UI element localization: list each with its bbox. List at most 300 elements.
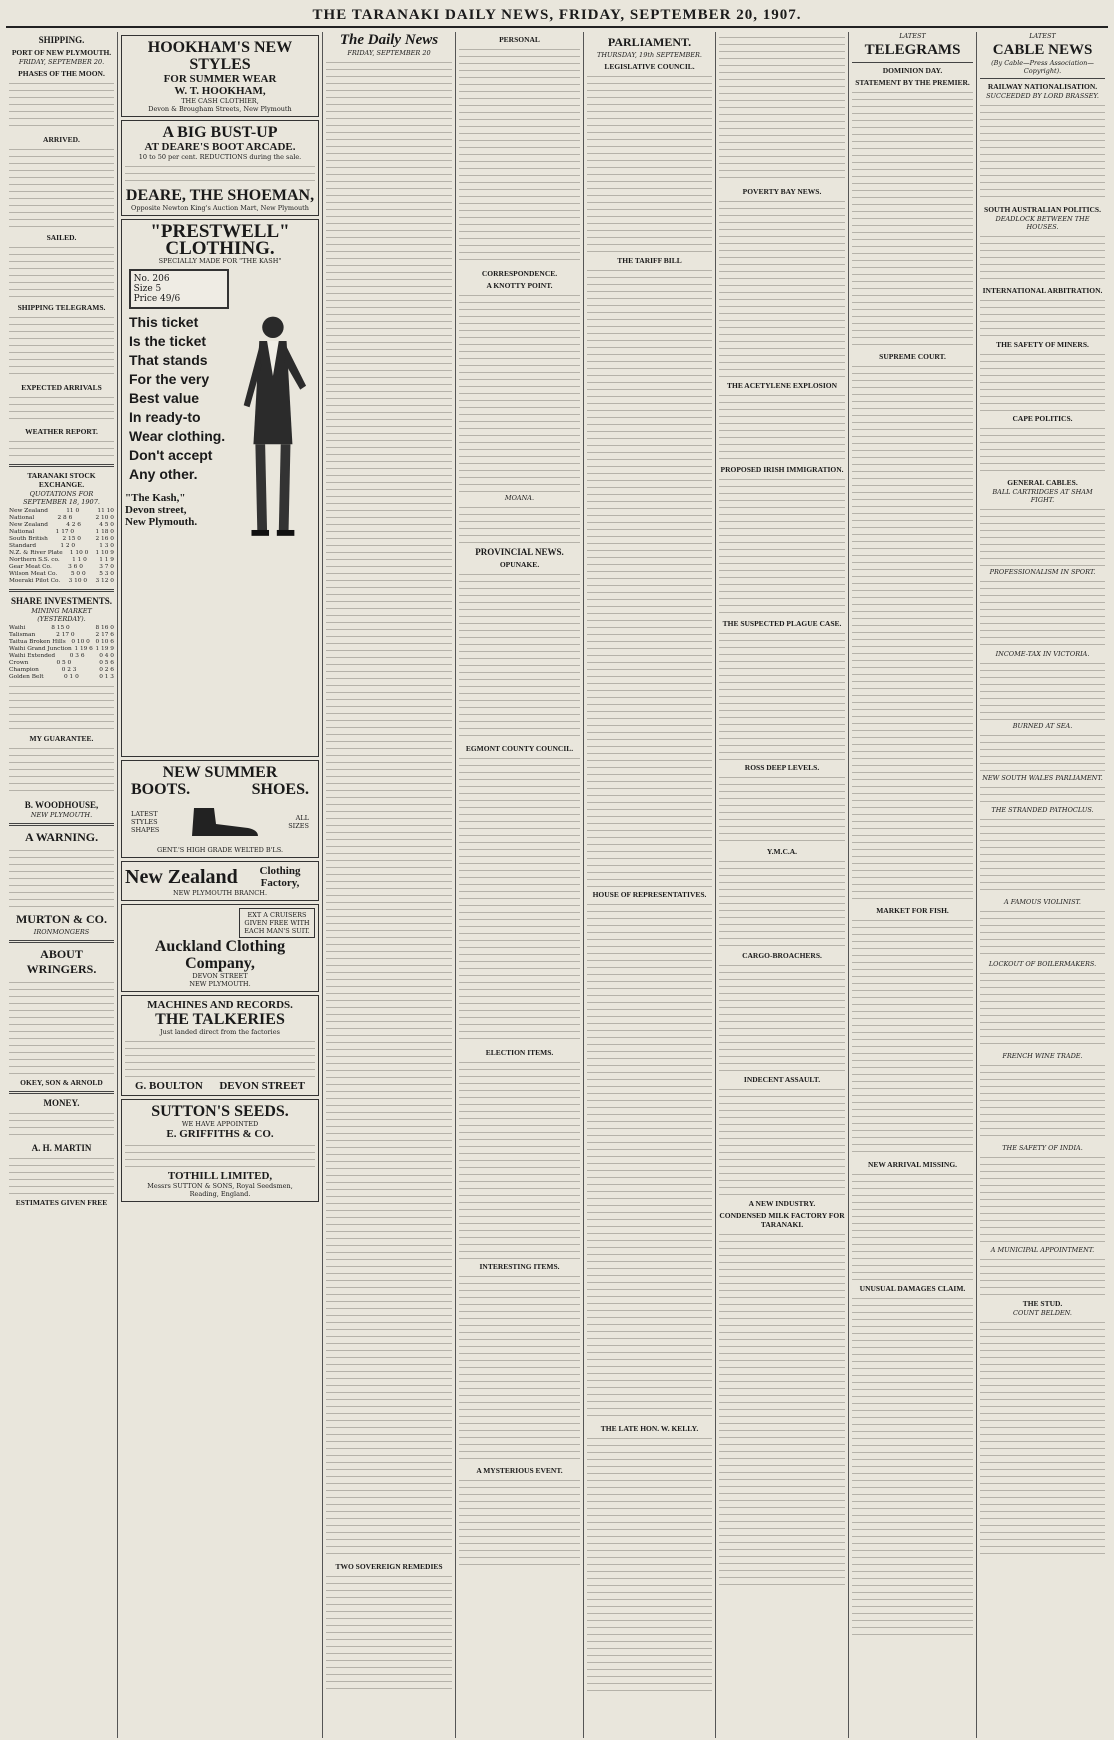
auckland-street: DEVON STREET <box>192 972 248 980</box>
text-block <box>459 755 580 1045</box>
row-value: 0 4 0 <box>99 653 114 659</box>
text-block <box>326 1573 452 1693</box>
row-value: 5 3 0 <box>99 571 114 577</box>
table-row <box>9 653 114 660</box>
dominion-heading: DOMINION DAY. <box>882 66 943 75</box>
row-value: 3 6 0 <box>68 564 83 570</box>
municipal-heading: A MUNICIPAL APPOINTMENT. <box>990 1246 1095 1254</box>
griffiths-name: E. GRIFFITHS & CO. <box>166 1128 274 1140</box>
row-value: 0 5 0 <box>56 660 72 666</box>
money-heading: MONEY. <box>43 1098 80 1108</box>
talkeries-heading: THE TALKERIES <box>155 1011 285 1028</box>
row-label: Waihi Grand Junction <box>9 646 72 652</box>
stock-table <box>9 508 114 585</box>
row-value: 1 2 0 <box>60 543 76 549</box>
row-label: Moeraki Pilot Co. <box>9 578 61 584</box>
cable-heading: CABLE NEWS <box>992 42 1093 58</box>
telegrams-heading: TELEGRAMS <box>864 42 961 58</box>
text-block <box>852 363 973 903</box>
fish-heading: MARKET FOR FISH. <box>876 906 949 915</box>
column-cable-news <box>977 32 1108 1738</box>
factory-label: Clothing Factory, <box>259 865 301 889</box>
row-label: Standard <box>9 543 37 549</box>
supreme-heading: SUPREME COURT. <box>879 352 946 361</box>
row-label: Waihi <box>9 625 26 631</box>
table-row <box>9 515 114 522</box>
moana-signature: MOANA. <box>504 494 535 502</box>
text-block <box>980 1062 1105 1142</box>
column-parliament <box>584 32 716 1738</box>
bust-line: 10 to 50 per cent. REDUCTIONS during the sale. <box>138 153 302 161</box>
row-value: 4 2 6 <box>66 522 81 528</box>
row-value: 3 12 0 <box>95 578 114 584</box>
boulton-name: G. BOULTON <box>135 1080 203 1092</box>
martin-name: A. H. MARTIN <box>31 1143 92 1153</box>
moon-heading: PHASES OF THE MOON. <box>18 69 105 78</box>
deare-name: DEARE, THE SHOEMAN, <box>125 187 315 204</box>
guarantee-heading: MY GUARANTEE. <box>29 734 94 743</box>
row-value: 11 0 <box>66 508 80 514</box>
text-block <box>459 46 580 266</box>
tothill-name: TOTHILL LIMITED, <box>167 1170 273 1182</box>
columns <box>6 32 1108 1738</box>
row-value: 8 16 0 <box>95 625 114 631</box>
expected-heading: EXPECTED ARRIVALS <box>21 383 102 392</box>
row-value: 0 10 0 <box>71 639 90 645</box>
row-value: 1 19 9 <box>95 646 114 652</box>
text-block <box>9 394 114 424</box>
immigration-heading: PROPOSED IRISH IMMIGRATION. <box>720 465 844 474</box>
row-value: 0 1 0 <box>64 674 79 680</box>
text-block <box>980 732 1105 772</box>
row-value: 2 16 0 <box>95 536 114 542</box>
railway-heading: RAILWAY NATIONALISATION. <box>987 82 1098 91</box>
ross-heading: ROSS DEEP LEVELS. <box>744 763 820 772</box>
row-value: 1 1 0 <box>72 557 87 563</box>
ticket-price: Price 49/6 <box>133 294 181 304</box>
row-label: Gear Meat Co. <box>9 564 52 570</box>
port-date: FRIDAY, SEPTEMBER 20. <box>18 58 105 66</box>
text-block <box>852 1295 973 1635</box>
murton-trade: IRONMONGERS <box>33 928 90 936</box>
text-block <box>980 297 1105 337</box>
wine-heading: FRENCH WINE TRADE. <box>1002 1052 1083 1060</box>
prestwell-subtitle: SPECIALLY MADE FOR "THE KASH" <box>158 257 282 265</box>
murton-name: MURTON & CO. <box>15 912 108 926</box>
row-value: 0 1 3 <box>99 674 114 680</box>
text-block <box>9 314 114 380</box>
personal-heading: PERSONAL <box>499 35 540 44</box>
damages-heading: UNUSUAL DAMAGES CLAIM. <box>859 1284 966 1293</box>
row-label: National <box>9 515 35 521</box>
editorial-title: The Daily News <box>339 32 439 48</box>
boots-title: NEW SUMMER <box>162 764 278 781</box>
text-block <box>719 1231 845 1591</box>
table-row <box>9 522 114 529</box>
table-row <box>9 564 114 571</box>
row-value: 8 15 0 <box>51 625 70 631</box>
bust-title: A BIG BUST-UP <box>162 124 278 141</box>
warning-heading: A WARNING. <box>24 830 99 844</box>
text-block <box>719 198 845 378</box>
row-value: 2 10 0 <box>95 515 114 521</box>
text-block <box>980 1319 1105 1559</box>
text-block <box>459 571 580 741</box>
hookham-advert <box>121 35 319 117</box>
talkeries-advert <box>121 995 319 1096</box>
text-block <box>719 962 845 1072</box>
branch-label: NEW PLYMOUTH BRANCH. <box>172 889 268 897</box>
table-row <box>9 543 114 550</box>
share-investments-heading: SHARE INVESTMENTS. <box>10 596 113 606</box>
text-block <box>459 1059 580 1259</box>
plague-heading: THE SUSPECTED PLAGUE CASE. <box>722 619 842 628</box>
row-label: Wilson Meat Co. <box>9 571 58 577</box>
ball-heading: BALL CARTRIDGES AT SHAM FIGHT. <box>992 488 1093 504</box>
row-value: 4 5 0 <box>99 522 114 528</box>
row-value: 0 10 6 <box>95 639 114 645</box>
mysterious-heading: A MYSTERIOUS EVENT. <box>476 1466 563 1475</box>
violinist-heading: A FAMOUS VIOLINIST. <box>1003 898 1081 906</box>
house-heading: HOUSE OF REPRESENTATIVES. <box>592 890 707 899</box>
indecent-heading: INDECENT ASSAULT. <box>743 1075 821 1084</box>
row-value: 5 0 0 <box>70 571 86 577</box>
text-block <box>9 1110 114 1140</box>
table-row <box>9 660 114 667</box>
talkeries-subtitle: Just landed direct from the factories <box>160 1028 280 1036</box>
kash-name: "The Kash," <box>125 492 186 504</box>
text-block <box>587 901 712 1421</box>
nz-label: New Zealand <box>125 865 238 888</box>
row-value: 1 19 6 <box>74 646 93 652</box>
parliament-heading: PARLIAMENT. <box>607 35 692 49</box>
table-row <box>9 571 114 578</box>
boots-sizes: SIZES <box>288 822 309 830</box>
text-block <box>980 970 1105 1050</box>
slogan-line: Don't accept <box>129 447 213 463</box>
row-value: 2 8 6 <box>57 515 73 521</box>
hookham-trade: THE CASH CLOTHIER, <box>181 97 259 105</box>
cargo-heading: CARGO-BROACHERS. <box>742 951 822 960</box>
row-value: 3 7 0 <box>99 564 114 570</box>
provincial-heading: PROVINCIAL NEWS. <box>475 547 564 557</box>
latest-label: LATEST <box>899 32 926 40</box>
text-block <box>980 784 1105 804</box>
kash-slogan <box>125 313 232 484</box>
text-block <box>9 745 114 797</box>
text-block <box>459 504 580 544</box>
text-block <box>9 847 114 909</box>
column-local-telegrams <box>716 32 849 1738</box>
text-block <box>719 1086 845 1196</box>
sailed-heading: SAILED. <box>46 233 77 242</box>
table-row <box>9 646 114 653</box>
hookham-name: W. T. HOOKHAM, <box>174 85 266 97</box>
text-block <box>9 979 114 1075</box>
text-block <box>980 908 1105 958</box>
text-block <box>9 244 114 300</box>
boots-advert <box>121 760 319 858</box>
text-block <box>852 89 973 349</box>
gentleman-illustration <box>232 265 315 565</box>
reading-line: Reading, England. <box>189 1190 251 1198</box>
table-row <box>9 667 114 674</box>
hookham-subtitle: FOR SUMMER WEAR <box>163 73 277 85</box>
row-value: 1 10 9 <box>95 550 114 556</box>
text-block <box>9 1155 114 1195</box>
row-value: 2 17 6 <box>95 632 114 638</box>
text-block <box>125 163 315 185</box>
editorial-date: FRIDAY, SEPTEMBER 20 <box>347 49 431 57</box>
boots-latest: LATEST <box>131 810 158 818</box>
row-label: Champion <box>9 667 39 673</box>
text-block <box>980 233 1105 283</box>
stud-heading: THE STUD. <box>1022 1299 1063 1308</box>
woodhouse-name: B. WOODHOUSE, <box>24 800 99 810</box>
prestwell-title: "PRESTWELL" CLOTHING. <box>150 221 290 259</box>
row-value: 1 10 0 <box>69 550 89 556</box>
text-block <box>459 292 580 492</box>
slogan-line: Best value <box>129 390 200 406</box>
suttons-advert <box>121 1099 319 1202</box>
text-block <box>980 1154 1105 1244</box>
nz-clothing-advert <box>121 861 319 901</box>
shipping-telegrams-heading: SHIPPING TELEGRAMS. <box>17 303 106 312</box>
bust-subtitle: AT DEARE'S BOOT ARCADE. <box>144 141 296 153</box>
row-value: 0 3 6 <box>69 653 85 659</box>
boots-all: ALL <box>295 814 309 822</box>
income-heading: INCOME-TAX IN VICTORIA. <box>995 650 1090 658</box>
row-value: 2 17 0 <box>56 632 75 638</box>
auckland-advert <box>121 904 319 992</box>
kelly-heading: THE LATE HON. W. KELLY. <box>600 1424 699 1433</box>
table-row <box>9 632 114 639</box>
column-latest-telegrams <box>849 32 977 1738</box>
text-block <box>719 858 845 948</box>
text-block <box>980 351 1105 411</box>
boots-styles: STYLES <box>131 818 158 826</box>
text-block <box>719 392 845 462</box>
text-block <box>980 578 1105 648</box>
slogan-line: For the very <box>129 371 210 387</box>
weather-heading: WEATHER REPORT. <box>25 427 98 436</box>
appointed-line: WE HAVE APPOINTED <box>181 1120 259 1128</box>
text-block <box>587 1435 712 1695</box>
ticket-number: No. 206 <box>133 274 170 284</box>
text-block <box>9 683 114 731</box>
knotty-heading: A KNOTTY POINT. <box>486 281 553 290</box>
row-value: 1 3 0 <box>99 543 114 549</box>
text-block <box>459 1477 580 1567</box>
belden-heading: COUNT BELDEN. <box>1012 1309 1072 1317</box>
council-heading: LEGISLATIVE COUNCIL. <box>604 62 695 71</box>
shoes-label: SHOES. <box>251 781 309 798</box>
text-block <box>125 1142 315 1168</box>
deadlock-heading: DEADLOCK BETWEEN THE HOUSES. <box>995 215 1090 231</box>
row-value: 3 10 0 <box>68 578 88 584</box>
shipping-heading: SHIPPING. <box>38 35 85 45</box>
poverty-bay-heading: POVERTY BAY NEWS. <box>742 187 822 196</box>
column-news <box>456 32 584 1738</box>
parliament-date: THURSDAY, 19th SEPTEMBER. <box>597 51 702 59</box>
remedies-heading: TWO SOVEREIGN REMEDIES <box>335 1562 443 1571</box>
text-block <box>980 506 1105 566</box>
row-label: Waihi Extended <box>9 653 56 659</box>
table-row <box>9 529 114 536</box>
masthead: THE TARANAKI DAILY NEWS, FRIDAY, SEPTEMBER 20, 1907. <box>6 4 1108 28</box>
cape-heading: CAPE POLITICS. <box>1012 414 1073 423</box>
slogan-line: That stands <box>129 352 208 368</box>
text-block <box>9 146 114 230</box>
text-block <box>719 34 845 184</box>
arbitration-heading: INTERNATIONAL ARBITRATION. <box>982 286 1103 295</box>
election-heading: ELECTION ITEMS. <box>485 1048 554 1057</box>
table-row <box>9 508 114 515</box>
text-block <box>980 425 1105 475</box>
table-row <box>9 578 114 585</box>
row-label: Taitua Broken Hills <box>9 639 66 645</box>
deare-address: Opposite Newton King's Auction Mart, New Plymouth <box>131 204 309 212</box>
text-block <box>980 660 1105 720</box>
table-row <box>9 536 114 543</box>
general-cables-heading: GENERAL CABLES. <box>1007 478 1078 487</box>
row-value: 0 2 6 <box>99 667 114 673</box>
row-label: N.Z. & River Plate <box>9 550 63 556</box>
nsw-heading: NEW SOUTH WALES PARLIAMENT. <box>982 774 1103 782</box>
machines-heading: MACHINES AND RECORDS. <box>147 999 293 1011</box>
text-block <box>980 816 1105 896</box>
row-label: New Zealand <box>9 508 48 514</box>
egmont-heading: EGMONT COUNTY COUNCIL. <box>465 744 574 753</box>
table-row <box>9 550 114 557</box>
row-value: 1 1 9 <box>99 557 114 563</box>
ymca-heading: Y.M.C.A. <box>766 847 798 856</box>
suttons-heading: SUTTON'S SEEDS. <box>151 1103 289 1120</box>
price-ticket <box>129 269 229 309</box>
sa-politics-heading: SOUTH AUSTRALIAN POLITICS. <box>984 205 1101 214</box>
boot-illustration <box>184 804 264 840</box>
table-row <box>9 639 114 646</box>
missing-heading: NEW ARRIVAL MISSING. <box>867 1160 958 1169</box>
okey-name: OKEY, SON & ARNOLD <box>20 1078 103 1087</box>
row-label: New Zealand <box>9 522 48 528</box>
ticket-size: Size 5 <box>133 284 162 294</box>
row-label: Talisman <box>9 632 36 638</box>
estimates-line: ESTIMATES GIVEN FREE <box>15 1198 108 1207</box>
boots-note: GENT.'S HIGH GRADE WELTED B'LS. <box>156 846 284 854</box>
row-value: 0 5 6 <box>99 660 114 666</box>
text-block <box>980 1256 1105 1296</box>
cable-assoc: (By Cable—Press Association—Copyright). <box>991 59 1094 75</box>
column-editorial <box>323 32 456 1738</box>
text-block <box>587 267 712 887</box>
premier-heading: STATEMENT BY THE PREMIER. <box>855 78 970 87</box>
boots-shapes: SHAPES <box>131 826 160 834</box>
text-block <box>719 774 845 844</box>
text-block <box>125 1038 315 1078</box>
text-block <box>326 59 452 1559</box>
quotations-heading: QUOTATIONS FOR SEPTEMBER 18, 1907. <box>23 490 100 506</box>
row-label: Northern S.S. co. <box>9 557 60 563</box>
stock-exchange-heading: TARANAKI STOCK EXCHANGE. <box>27 471 96 489</box>
boilermakers-heading: LOCKOUT OF BOILERMAKERS. <box>988 960 1097 968</box>
row-value: 0 2 3 <box>61 667 77 673</box>
column-shipping <box>6 32 118 1738</box>
wringers-heading: ABOUT WRINGERS. <box>26 947 97 976</box>
slogan-line: In ready-to <box>129 409 201 425</box>
woodhouse-town: NEW PLYMOUTH. <box>30 811 93 819</box>
burned-heading: BURNED AT SEA. <box>1012 722 1073 730</box>
text-block <box>719 476 845 616</box>
tariff-heading: THE TARIFF BILL <box>617 256 682 265</box>
mining-table <box>9 625 114 681</box>
brassey-heading: SUCCEEDED BY LORD BRASSEY. <box>986 92 1099 100</box>
auckland-name: Auckland Clothing Company, <box>154 938 286 972</box>
milk-heading: CONDENSED MILK FACTORY FOR TARANAKI. <box>719 1211 845 1229</box>
hookham-title: HOOKHAM'S NEW STYLES <box>147 39 293 73</box>
row-label: South British <box>9 536 48 542</box>
text-block <box>719 630 845 760</box>
slogan-line: Is the ticket <box>129 333 207 349</box>
opunake-heading: OPUNAKE. <box>499 560 540 569</box>
cable-latest: LATEST <box>1029 32 1056 40</box>
row-value: 1 18 0 <box>95 529 114 535</box>
deare-advert <box>121 120 319 216</box>
table-row <box>9 557 114 564</box>
row-value: 1 17 0 <box>55 529 75 535</box>
slogan-line: Wear clothing. <box>129 428 226 444</box>
miners-heading: THE SAFETY OF MINERS. <box>996 340 1089 349</box>
correspondence-heading: CORRESPONDENCE. <box>481 269 558 278</box>
port-heading: PORT OF NEW PLYMOUTH. <box>11 48 112 57</box>
row-value: 11 10 <box>97 508 114 514</box>
kash-town: New Plymouth. <box>125 516 198 528</box>
interesting-heading: INTERESTING ITEMS. <box>479 1262 560 1271</box>
row-value: 2 15 0 <box>62 536 81 542</box>
india-heading: THE SAFETY OF INDIA. <box>1002 1144 1083 1152</box>
boots-label: BOOTS. <box>131 781 191 798</box>
table-row <box>9 674 114 681</box>
kash-street: Devon street, <box>125 504 187 516</box>
stranded-heading: THE STRANDED PATHOCLUS. <box>991 806 1094 814</box>
mining-heading: MINING MARKET (YESTERDAY). <box>31 607 92 623</box>
auckland-town: NEW PLYMOUTH. <box>189 980 251 988</box>
arrived-heading: ARRIVED. <box>43 135 80 144</box>
table-row <box>9 625 114 632</box>
text-block <box>9 80 114 132</box>
boulton-street: DEVON STREET <box>219 1080 305 1092</box>
kash-advert <box>121 219 319 757</box>
sutton-sons: Messrs SUTTON & SONS, Royal Seedsmen, <box>147 1182 293 1190</box>
acetylene-heading: THE ACETYLENE EXPLOSION <box>726 381 838 390</box>
row-label: Crown <box>9 660 29 666</box>
text-block <box>587 73 712 253</box>
row-label: Golden Belt <box>9 674 44 680</box>
row-label: National <box>9 529 35 535</box>
slogan-line: This ticket <box>129 314 199 330</box>
text-block <box>9 438 114 460</box>
text-block <box>459 1273 580 1463</box>
column-advertisements <box>118 32 323 1738</box>
hookham-address: Devon & Brougham Streets, New Plymouth <box>148 105 292 113</box>
text-block <box>980 102 1105 202</box>
cruiser-note: EXT A CRUISERS GIVEN FREE WITH EACH MAN'S SUIT. <box>239 908 315 938</box>
industry-heading: A NEW INDUSTRY. <box>748 1199 816 1208</box>
professionalism-heading: PROFESSIONALISM IN SPORT. <box>989 568 1096 576</box>
text-block <box>852 1171 973 1281</box>
slogan-line: Any other. <box>129 466 198 482</box>
text-block <box>852 917 973 1157</box>
